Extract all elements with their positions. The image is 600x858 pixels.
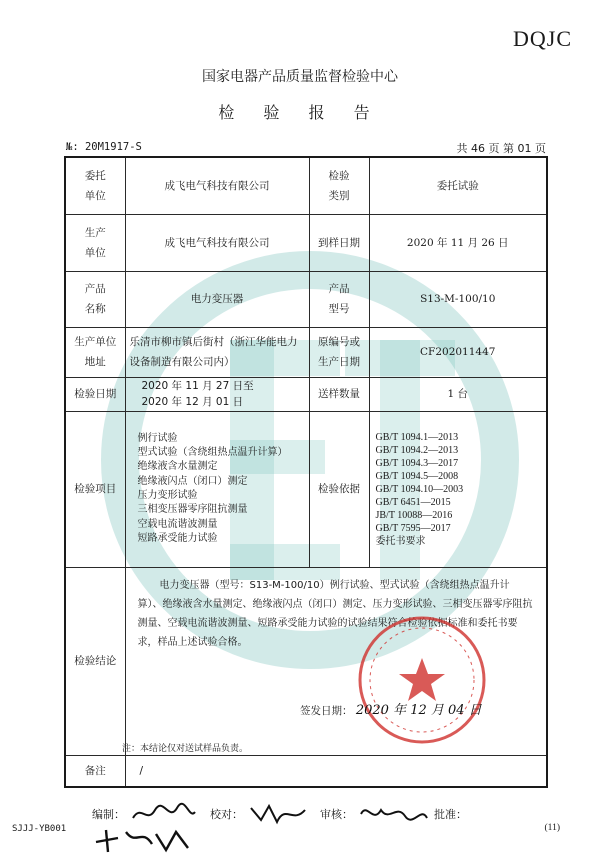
list-item: GB/T 1094.2—2013	[375, 444, 459, 456]
compiled-label: 编制：	[92, 808, 125, 821]
compiled-signature	[129, 800, 199, 826]
list-item: 委托书要求	[375, 535, 426, 547]
list-item: JB/T 10088—2016	[375, 509, 453, 521]
arrival-label: 到样日期	[309, 214, 369, 271]
conclusion-text: 电力变压器（型号：S13-M-100/10）例行试验、型式试验（含绕组热点温升计算）、绝缘液含水量测定、绝缘液闪点（闭口）测定、压力变形试验、三相变压器零序阻抗测量、空载电流谐波测量、短路承受能力试验的试验结果符合检验依据标准和委托书要求，样品上述试验合格。	[137, 579, 533, 648]
note-text: 注：本结论仅对送试样品负责。	[122, 744, 249, 754]
product-label: 产品 名称	[65, 271, 125, 327]
list-item: GB/T 6451—2015	[375, 496, 451, 508]
list-item: 绝缘液闪点（闭口）测定	[137, 475, 248, 487]
list-item: 型式试验（含绕组热点温升计算）	[137, 447, 288, 459]
basis-label: 检验依据	[309, 411, 369, 567]
page-title: 检 验 报 告	[218, 103, 382, 122]
page-count: 共 46 页 第 01 页	[456, 142, 546, 155]
serial-value: CF202011447	[369, 327, 547, 377]
remarks-value: /	[125, 755, 547, 787]
list-item: GB/T 1094.10—2003	[375, 483, 464, 495]
type-value: 委托试验	[369, 157, 547, 214]
model-label: 产品 型号	[309, 271, 369, 327]
official-seal-stamp	[352, 610, 492, 750]
test-date-value: 2020 年 11 月 27 日至 2020 年 12 月 01 日	[125, 377, 309, 411]
test-date-label: 检验日期	[65, 377, 125, 411]
sign-date-handwritten: 2020 年 12 月 04 日	[355, 703, 482, 718]
list-item: 例行试验	[137, 432, 178, 444]
test-items-list	[125, 411, 309, 567]
type-label: 检验 类别	[309, 157, 369, 214]
items-label: 检验项目	[65, 411, 125, 567]
list-item: GB/T 7595—2017	[375, 522, 451, 534]
sign-date-label: 签发日期：	[300, 705, 353, 717]
sample-qty-value: 1 台	[369, 377, 547, 411]
form-code: SJJJ-YB001	[12, 824, 67, 834]
approved-signature	[92, 826, 192, 856]
list-item: 三相变压器零序阻抗测量	[137, 504, 248, 516]
serial-label: 原编号或 生产日期	[309, 327, 369, 377]
list-item: GB/T 1094.5—2008	[375, 470, 459, 482]
list-item: 压力变形试验	[137, 490, 198, 501]
report-number: №: 20M1917-S	[66, 141, 142, 153]
remarks-label: 备注	[65, 755, 125, 787]
list-item: 短路承受能力试验	[137, 532, 218, 544]
product-value: 电力变压器	[125, 271, 309, 327]
list-item: GB/T 1094.1—2013	[375, 431, 459, 443]
reviewed-label: 审核：	[320, 808, 353, 821]
list-item: 空载电流谐波测量	[137, 518, 218, 530]
checked-label: 校对：	[210, 808, 243, 821]
center-name: 国家电器产品质量监督检验中心	[202, 69, 398, 85]
producer-label: 生产 单位	[65, 214, 125, 271]
conclusion-label: 检验结论	[65, 567, 125, 755]
model-value: S13-M-100/10	[369, 271, 547, 327]
list-item: 绝缘液含水量测定	[137, 461, 218, 473]
list-item: GB/T 1094.3—2017	[375, 457, 459, 469]
sheet-number: (11)	[544, 823, 560, 833]
address-value: 乐清市柳市镇后街村（浙江华能电力设备制造有限公司内）	[125, 327, 309, 377]
sign-date	[300, 699, 482, 718]
arrival-value: 2020 年 11 月 26 日	[369, 214, 547, 271]
address-label: 生产单位 地址	[65, 327, 125, 377]
producer-value: 成飞电气科技有限公司	[125, 214, 309, 271]
reviewed-signature	[357, 800, 431, 826]
signature-line	[92, 800, 552, 856]
standards-list	[369, 411, 547, 567]
checked-signature	[247, 800, 309, 826]
client-value: 成飞电气科技有限公司	[125, 157, 309, 214]
document-code: DQJC	[512, 26, 572, 51]
sample-qty-label: 送样数量	[309, 377, 369, 411]
approved-label: 批准：	[434, 808, 467, 821]
client-label: 委托 单位	[65, 157, 125, 214]
